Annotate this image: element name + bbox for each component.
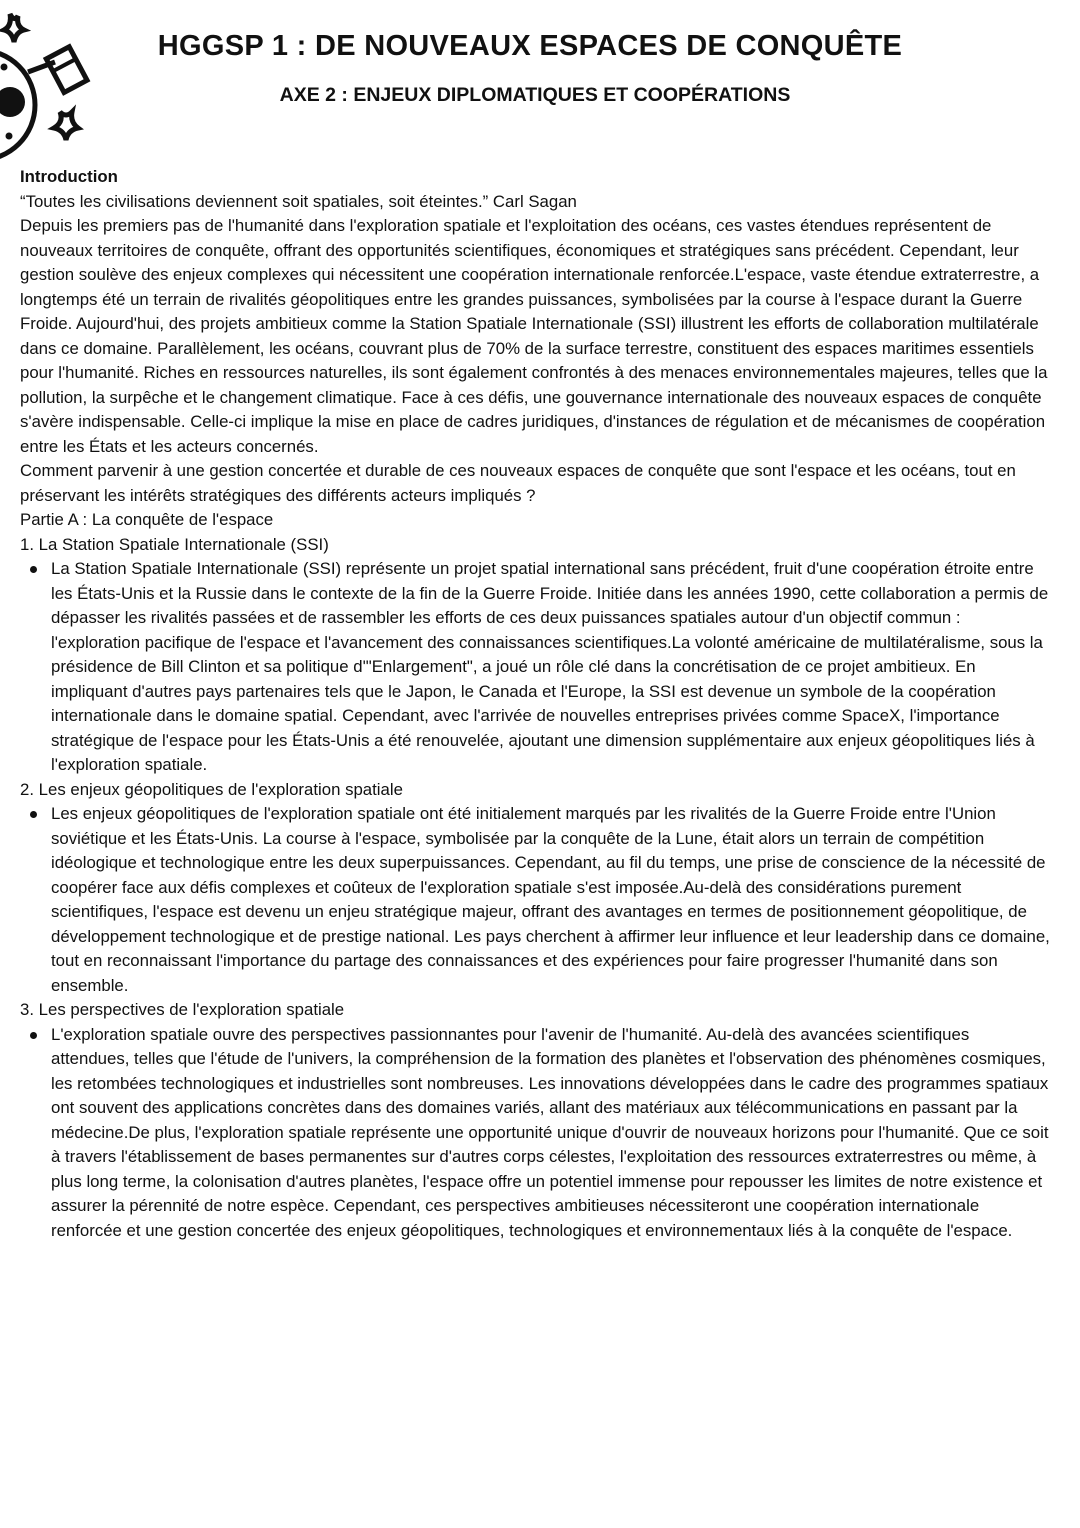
part-a-heading: Partie A : La conquête de l'espace: [20, 510, 274, 529]
page-subtitle: AXE 2 : ENJEUX DIPLOMATIQUES ET COOPÉRATIONS: [279, 84, 791, 106]
intro-heading: Introduction: [20, 167, 118, 186]
bullet-item: L'exploration spatiale ouvre des perspectives passionnantes pour l'avenir de l'humanité. Au-delà des avancées scientifiques attendues, telles que l'étude de l'univers, la compréhension de la formation des planètes et l'observation des phénomènes cosmiques, les retombées technologiques et industrielles sont nombreuses. Les innovations développées dans le cadre des programmes spatiaux ont souvent des applications concrètes dans des domaines variés, allant des matériaux aux télécommunications en passant par la médecine.De plus, l'exploration spatiale représente une opportunité unique d'ouvrir de nouveaux horizons pour l'humanité. Que ce soit à travers l'établissement de bases permanentes sur d'autres corps célestes, l'exploitation des ressources extraterrestres ou même, à plus long terme, la colonisation d'autres planètes, l'espace offre un potentiel immense pour repousser les limites de notre existence et assurer la pérennité de notre espèce. Cependant, ces perspectives ambitieuses nécessiteront une coopération internationale renforcée et une gestion concertée des enjeux géopolitiques, technologiques et environnementaux liés à la conquête de l'espace.: [51, 1023, 1050, 1244]
page-title: HGGSP 1 : DE NOUVEAUX ESPACES DE CONQUÊTE: [157, 30, 903, 62]
bullet-item: La Station Spatiale Internationale (SSI) représente un projet spatial international sans précédent, fruit d'une coopération étroite entre les États-Unis et la Russie dans le contexte de la fin de la Guerre Froide. Initiée dans les années 1990, cette collaboration a permis de dépasser les rivalités passées et de rassembler les efforts de ces deux puissances spatiales autour d'un objectif commun : l'exploration pacifique de l'espace et l'avancement des connaissances scientifiques.La volonté américaine de multilatéralisme, sous la présidence de Bill Clinton et sa politique d'"Enlargement", a joué un rôle clé dans la concrétisation de ce projet ambitieux. En impliquant d'autres pays partenaires tels que le Japon, le Canada et l'Europe, la SSI est devenue un symbole de la coopération internationale dans le domaine spatial. Cependant, avec l'arrivée de nouvelles entreprises privées comme SpaceX, l'importance stratégique de l'espace pour les États-Unis a été renouvelée, ajoutant une dimension supplémentaire aux enjeux géopolitiques liés à l'exploration spatiale.: [51, 557, 1050, 778]
section-title: 1. La Station Spatiale Internationale (SSI): [20, 534, 329, 554]
bullet-list: [20, 802, 1050, 998]
intro-quote: “Toutes les civilisations deviennent soit spatiales, soit éteintes.” Carl Sagan: [20, 191, 577, 211]
bullet-item: Les enjeux géopolitiques de l'exploration spatiale ont été initialement marqués par les rivalités de la Guerre Froide entre l'Union soviétique et les États-Unis. La course à l'espace, symbolisée par la conquête de la Lune, était alors un terrain de compétition idéologique et technologique entre les deux superpuissances. Cependant, au fil du temps, une prise de conscience de la nécessité de coopérer face aux défis complexes et coûteux de l'exploration spatiale s'est imposée.Au-delà des considérations purement scientifiques, l'espace est devenu un enjeu stratégique majeur, offrant des avantages en termes de positionnement géopolitique, de développement technologique et de prestige national. Les pays cherchent à affirmer leur influence et leur leadership dans ce domaine, tout en reconnaissant l'importance du partage des connaissances et des expériences pour faire progresser l'humanité dans son ensemble.: [51, 802, 1050, 998]
bullet-list: [20, 557, 1050, 778]
section-title: 3. Les perspectives de l'exploration spatiale: [20, 1000, 345, 1019]
bullet-list: [20, 1023, 1050, 1244]
problematique: Comment parvenir à une gestion concertée et durable de ces nouveaux espaces de conquête que sont l'espace et les océans, tout en préservant les intérêts stratégiques des différents acteurs impliqués ?: [20, 461, 1016, 505]
section-title: 2. Les enjeux géopolitiques de l'exploration spatiale: [20, 779, 403, 799]
document-body: [20, 165, 1050, 1243]
intro-paragraph: Depuis les premiers pas de l'humanité dans l'exploration spatiale et l'exploitation des océans, ces vastes étendues représentent de nouveaux territoires de conquête, offrant des opportunités scientifiques, économiques et stratégiques sans précédent. Cependant, leur gestion soulève des enjeux complexes qui nécessitent une coopération internationale renforcée.L'espace, vaste étendue extraterrestre, a longtemps été un terrain de rivalités géopolitiques entre les grandes puissances, symbolisées par la course à l'espace durant la Guerre Froide. Aujourd'hui, des projets ambitieux comme la Station Spatiale Internationale (SSI) illustrent les efforts de collaboration multilatérale dans ce domaine. Parallèlement, les océans, couvrant plus de 70% de la surface terrestre, constituent des espaces maritimes essentiels pour l'humanité. Riches en ressources naturelles, ils sont également confrontés à des menaces environnementales majeures, telles que la pollution, la surpêche et le changement climatique. Face à ces défis, une gouvernance internationale des nouveaux espaces de conquête s'avère indispensable. Celle-ci implique la mise en place de cadres juridiques, d'instances de régulation et de mécanismes de coopération entre les États et les acteurs concernés.: [20, 216, 1048, 456]
